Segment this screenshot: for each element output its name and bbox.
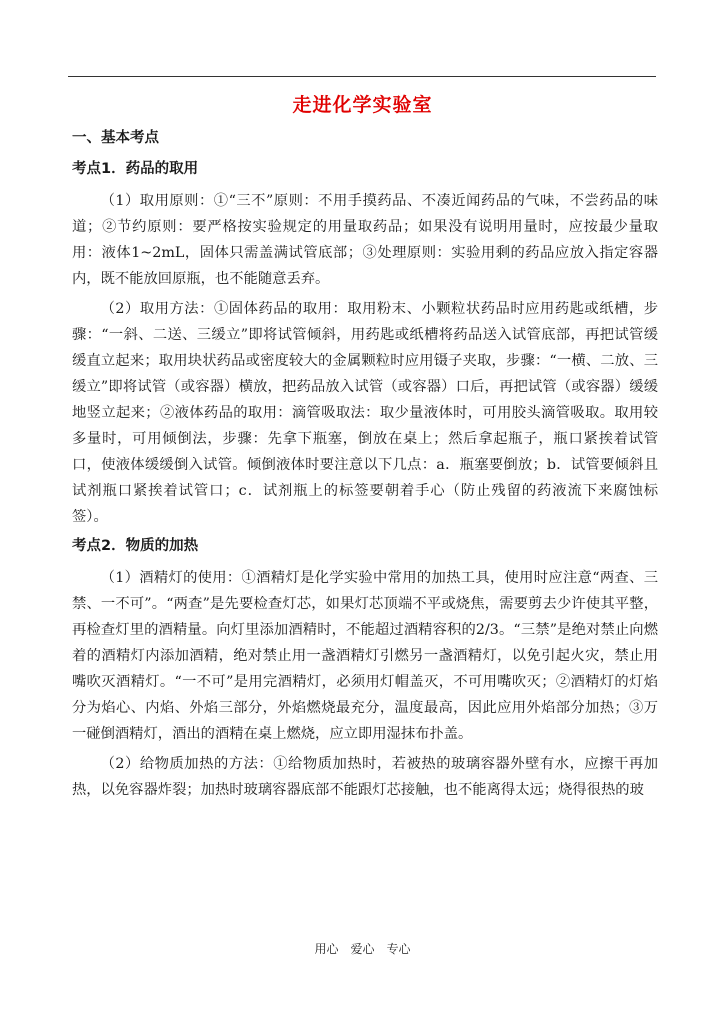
section-heading: 一、基本考点 — [72, 130, 159, 146]
document-body — [72, 126, 658, 807]
topic2-paragraph-1: （1）酒精灯的使用：①酒精灯是化学实验中常用的加热工具，使用时应注意“两查、三禁、一不可”。“两查”是先要检查灯芯，如果灯芯顶端不平或烧焦，需要剪去少许使其平整，再检查灯里的酒精量。向灯里添加酒精时，不能超过酒精容积的2/3。“三禁”是绝对禁止向燃着的酒精灯内添加酒精，绝对禁止用一盏酒精灯引燃另一盏酒精灯，以免引起火灾，禁止用嘴吹灭酒精灯。“一不可”是用完酒精灯，必须用灯帽盖灭，不可用嘴吹灭；②酒精灯的灯焰分为焰心、内焰、外焰三部分，外焰燃烧最充分，温度最高，因此应用外焰部分加热；③万一碰倒酒精灯，酒出的酒精在桌上燃烧，应立即用湿抹布扑盖。 — [72, 570, 658, 742]
header-rule — [68, 76, 656, 77]
topic1-paragraph-1: （1）取用原则：①“三不”原则：不用手摸药品、不凑近闻药品的气味，不尝药品的味道；②节约原则：要严格按实验规定的用量取药品；如果没有说明用量时，应按最少量取用：液体1~2mL，固体只需盖满试管底部；③处理原则：实验用剩的药品应放入指定容器内，既不能放回原瓶，也不能随意丢弃。 — [72, 193, 658, 287]
topic1-heading: 考点1．药品的取用 — [72, 161, 199, 177]
page-footer: 用心 爱心 专心 — [314, 942, 411, 956]
topic1-paragraph-2: （2）取用方法：①固体药品的取用：取用粉末、小颗粒状药品时应用药匙或纸槽，步骤：“一斜、二送、三缓立”即将试管倾斜，用药匙或纸槽将药品送入试管底部，再把试管缓缓直立起来；取用块状药品或密度较大的金属颗粒时应用镊子夹取，步骤：“一横、二放、三缓立”即将试管（或容器）横放，把药品放入试管（或容器）口后，再把试管（或容器）缓缓地竖立起来；②液体药品的取用：滴管吸取法：取少量液体时，可用胶头滴管吸取。取用较多量时，可用倾倒法，步骤：先拿下瓶塞，倒放在桌上；然后拿起瓶子，瓶口紧挨着试管口，使液体缓缓倒入试管。倾倒液体时要注意以下几点：a．瓶塞要倒放；b．试管要倾斜且试剂瓶口紧挨着试管口；c．试剂瓶上的标签要朝着手心（防止残留的药液流下来腐蚀标签）。 — [72, 301, 658, 525]
topic2-paragraph-2: （2）给物质加热的方法：①给物质加热时，若被热的玻璃容器外壁有水，应擦干再加热，以免容器炸裂；加热时玻璃容器底部不能跟灯芯接触，也不能离得太远；烧得很热的玻 — [72, 756, 658, 798]
page-title: 走进化学实验室 — [292, 94, 433, 116]
topic2-heading: 考点2．物质的加热 — [72, 538, 199, 554]
